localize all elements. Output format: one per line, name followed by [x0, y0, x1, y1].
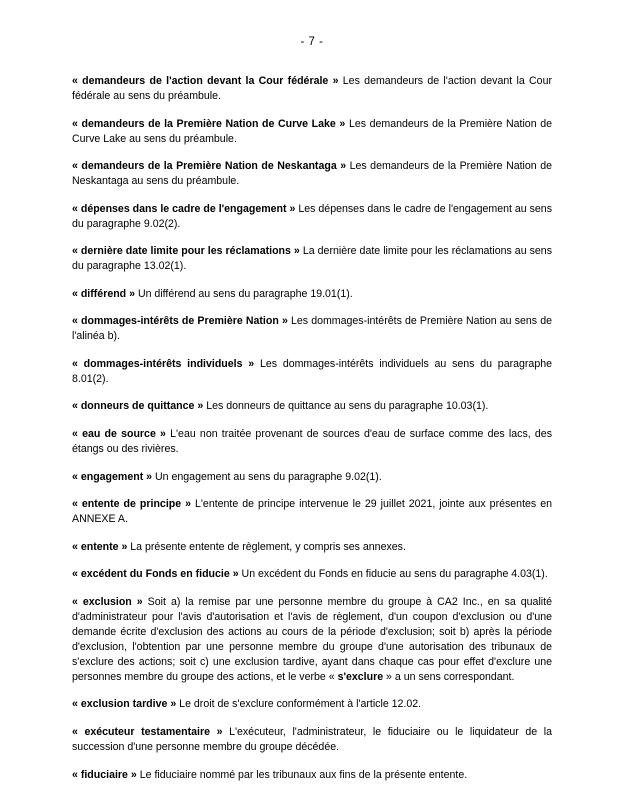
definition-text: Les demandeurs de la Première Nation de Neskantaga au sens du préambule.	[72, 160, 552, 188]
definition-term: « entente »	[72, 540, 128, 553]
definition-term: « exclusion tardive »	[72, 698, 177, 711]
definition-text: Les dommages-intérêts individuels au sens du paragraphe 8.01(2).	[72, 357, 552, 385]
definition-entry	[72, 540, 552, 555]
definition-term: « donneurs de quittance »	[72, 400, 204, 413]
definition-entry	[72, 117, 552, 147]
definition-text: Le droit de s'exclure conformément à l'article 12.02.	[176, 698, 422, 711]
definition-term: « dommages-intérêts de Première Nation »	[72, 315, 288, 328]
definition-term: « demandeurs de l'action devant la Cour fédérale »	[72, 75, 339, 87]
definition-term: « excédent du Fonds en fiducie »	[72, 568, 239, 581]
definition-entry	[72, 287, 552, 302]
definition-text: La présente entente de règlement, y compris ses annexes.	[127, 540, 406, 553]
definition-text: Les dommages-intérêts de Première Nation au sens de l'alinéa b).	[72, 315, 552, 343]
definition-entry	[72, 357, 552, 387]
definition-text: Les demandeurs de la Première Nation de Curve Lake au sens du préambule.	[72, 117, 552, 145]
definition-entry	[72, 470, 552, 485]
definition-term: « demandeurs de la Première Nation de Curve Lake »	[72, 117, 346, 130]
definition-term: « fiduciaire »	[72, 768, 137, 781]
definition-term: « dépenses dans le cadre de l'engagement »	[72, 202, 296, 215]
definition-entry	[72, 567, 552, 582]
definition-entry	[72, 427, 552, 457]
definition-text: Le fiduciaire nommé par les tribunaux aux fins de la présente entente.	[136, 768, 468, 781]
definition-text: Les demandeurs de l'action devant la Cour fédérale au sens du préambule.	[72, 75, 552, 103]
definition-text: Les donneurs de quittance au sens du paragraphe 10.03(1).	[203, 400, 489, 413]
definition-entry	[72, 725, 552, 755]
definition-term: « différend »	[72, 287, 135, 300]
definition-text: L'exécuteur, l'administrateur, le fiduciaire ou le liquidateur de la succession d'une personne membre du groupe décédée.	[72, 725, 552, 753]
definition-text: L'entente de principe intervenue le 29 juillet 2021, jointe aux présentes en ANNEXE A.	[72, 498, 552, 526]
definition-text-after: » a un sens correspondant.	[383, 670, 515, 683]
definition-text: Un différend au sens du paragraphe 19.01(1).	[135, 287, 353, 300]
definition-entry	[72, 244, 552, 274]
definition-term: « dommages-intérêts individuels »	[72, 357, 255, 370]
definition-entry	[72, 314, 552, 344]
definition-entry	[72, 74, 552, 104]
definition-term: « exécuteur testamentaire »	[72, 725, 223, 738]
definition-entry	[72, 159, 552, 189]
definition-entry	[72, 595, 552, 685]
definitions-list	[0, 74, 624, 783]
definition-term: « entente de principe »	[72, 498, 192, 511]
definition-entry	[72, 399, 552, 414]
definition-entry	[72, 497, 552, 527]
definition-text: Un excédent du Fonds en fiducie au sens du paragraphe 4.03(1).	[238, 568, 548, 581]
definition-text: La dernière date limite pour les réclamations au sens du paragraphe 13.02(1).	[72, 245, 552, 273]
definition-text: L'eau non traitée provenant de sources d'eau de surface comme des lacs, des étangs ou des rivières.	[72, 428, 552, 456]
definition-text: Soit a) la remise par une personne membre du groupe à CA2 Inc., en sa qualité d'administrateur pour l'avis d'autorisation et l'avis de règlement, d'un coupon d'exclusion ou d'une demande écrite d'exclusion des actions au cours de la période d'exclusion; soit b) après la période d'exclusion, l'obtention par une personne membre du groupe d'une autorisation des tribunaux de s'exclure des actions; soit c) une exclusion tardive, ayant dans chaque cas pour effet d'exclure une personnes membre du groupe des actions, et le verbe «	[72, 595, 552, 683]
definition-text: Un engagement au sens du paragraphe 9.02(1).	[152, 470, 382, 483]
definition-text: Les dépenses dans le cadre de l'engagement au sens du paragraphe 9.02(2).	[72, 202, 552, 230]
definition-term: « dernière date limite pour les réclamations »	[72, 245, 300, 258]
page-number: - 7 -	[300, 36, 324, 48]
definition-entry	[72, 768, 552, 783]
definition-term: « demandeurs de la Première Nation de Neskantaga »	[72, 160, 347, 173]
definition-term: « eau de source »	[72, 428, 166, 440]
definition-entry	[72, 202, 552, 232]
definition-term: « engagement »	[72, 470, 153, 483]
definition-inline-term: s'exclure	[337, 670, 384, 683]
definition-term: « exclusion »	[72, 595, 143, 608]
definition-entry	[72, 697, 552, 712]
